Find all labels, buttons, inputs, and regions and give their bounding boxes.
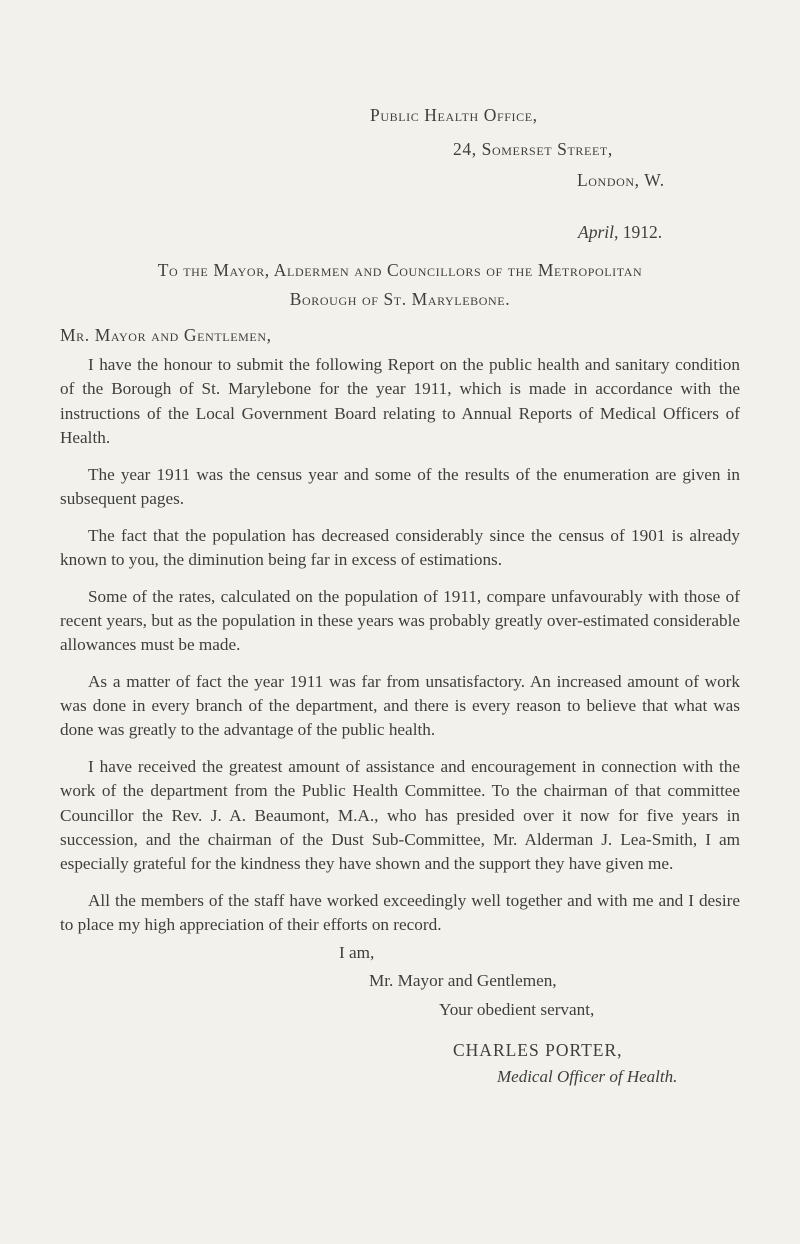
street-line: 24, Somerset Street, [453,139,613,159]
signature-title: Medical Officer of Health. [497,1067,678,1086]
closing-address: Mr. Mayor and Gentlemen, [369,971,557,990]
paragraph: As a matter of fact the year 1911 was far from unsatisfactory. An increased amount of work was done in every branch of the department, and there is every reason to believe that what was done was greatly to the advantage of the public health. [60,671,740,740]
address-title [60,256,740,314]
closing-i-am: I am, [339,943,375,962]
paragraph: I have the honour to submit the following Report on the public health and sanitary condition of the Borough of St. Marylebone for the year 1911, which is made in accordance with the instructions of the Local Government Board relating to Annual Reports of Medical Officers of Health. [60,355,740,447]
salutation: Mr. Mayor and Gentlemen, [60,325,272,345]
paragraph: I have received the greatest amount of assistance and encouragement in connection with the work of the department from the Public Health Committee. To the chairman of that committee Councillor the Rev. J. A. Beaumont, M.A., who has presided over it now for five years in succession, and the chairman of the Dust Sub-Committee, Mr. Alderman J. Lea-Smith, I am especially grateful for the kindness they have shown and the support they have given me. [60,757,740,874]
title-line-2: Borough of St. Marylebone. [289,289,511,309]
date-year: 1912. [622,222,663,242]
paragraph: All the members of the staff have worked exceedingly well together and with me and I desire to place my high appreciation of their efforts on record. [60,890,740,935]
date-line [578,222,662,243]
title-line-1: To the Mayor, Aldermen and Councillors of the Metropolitan [157,260,643,280]
date-month: April, [578,222,619,242]
letter-body [60,353,740,950]
paragraph: Some of the rates, calculated on the population of 1911, compare unfavourably with those of recent years, but as the population in these years was probably greatly over-estimated considerable allowances must be made. [60,586,740,655]
city-line: London, W. [577,170,665,190]
paragraph: The fact that the population has decreased considerably since the census of 1901 is already known to you, the diminution being far in excess of estimations. [60,525,740,569]
office-line: Public Health Office, [370,105,538,125]
paragraph: The year 1911 was the census year and some of the results of the enumeration are given in subsequent pages. [60,464,740,508]
closing-servant: Your obedient servant, [439,1000,595,1019]
signature-name: CHARLES PORTER, [453,1040,623,1060]
